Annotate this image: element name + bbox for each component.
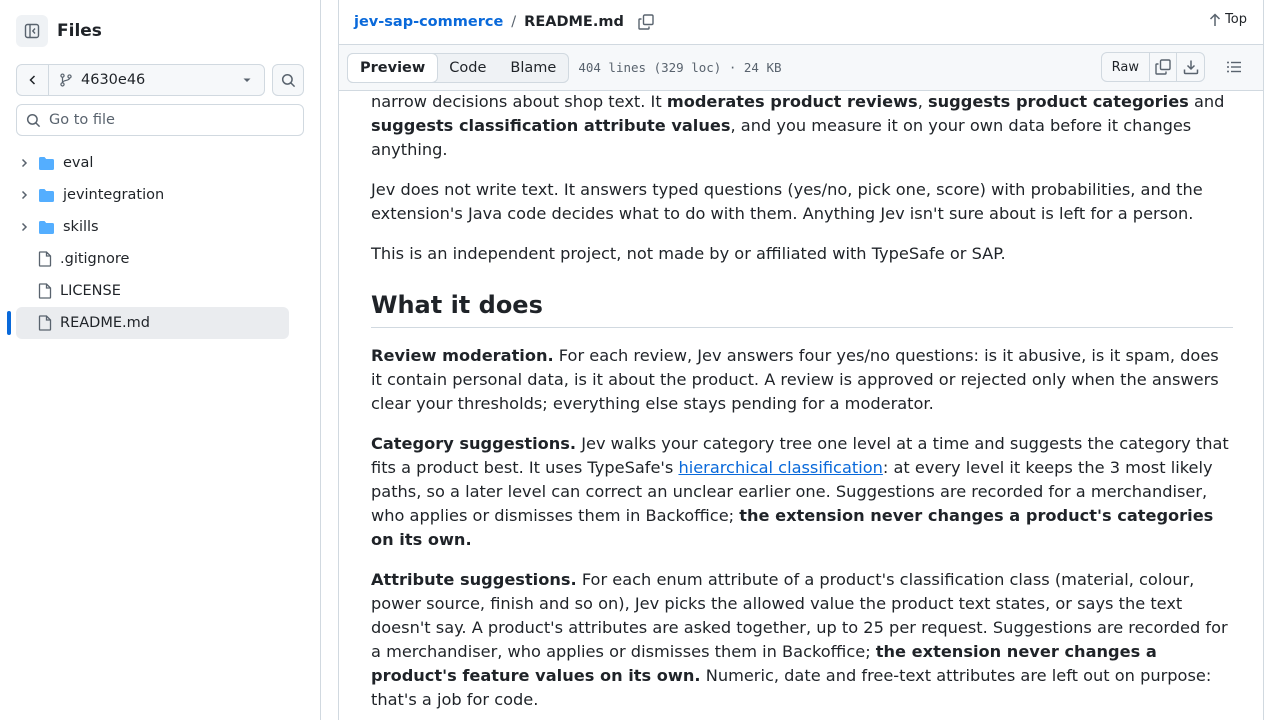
top-label: Top: [1225, 12, 1247, 27]
copy-raw-button[interactable]: [1150, 53, 1177, 81]
folder-icon: [38, 220, 55, 235]
readme-content: [371, 91, 1233, 720]
tree-item-label: .gitignore: [60, 251, 130, 267]
tree-item-skills[interactable]: [16, 211, 289, 243]
sidebar-collapse-icon: [24, 23, 40, 39]
chevron-left-icon: [27, 74, 39, 86]
branch-name: 4630e46: [81, 72, 146, 88]
breadcrumb-repo-link[interactable]: jev-sap-commerce: [354, 14, 504, 30]
tree-item-label: LICENSE: [60, 283, 121, 299]
paragraph: narrow decisions about shop text. It moderates product reviews, suggests product categories and suggests classification attribute values, and you measure it on your own data before it changes anything.: [371, 92, 1225, 159]
file-action-group: [1101, 52, 1205, 82]
file-viewer: [338, 0, 1264, 720]
download-icon: [1183, 59, 1199, 75]
search-button[interactable]: [272, 64, 304, 96]
collapse-sidebar-button[interactable]: [16, 15, 48, 47]
breadcrumb-separator: /: [511, 14, 517, 30]
tab-preview[interactable]: Preview: [347, 53, 438, 83]
download-button[interactable]: [1177, 53, 1204, 81]
hierarchical-classification-link[interactable]: hierarchical classification: [678, 458, 883, 477]
back-to-top-button[interactable]: [1209, 12, 1247, 27]
search-icon: [281, 73, 296, 88]
paragraph-category-suggestions: Category suggestions. Jev walks your category tree one level at a time and suggests the category that fits a product best. It uses TypeSafe's hierarchical classification: at every level it keeps the 3 most likely paths, so a later level can correct an unclear earlier one. Suggestions are recorded for a merchandiser, who applies or dismisses them in Backoffice; the extension never changes a product's categories on its own.: [371, 434, 1229, 549]
selected-indicator: [7, 311, 11, 335]
search-icon: [26, 113, 41, 128]
breadcrumb-file: README.md: [524, 14, 624, 30]
file-icon: [38, 283, 52, 299]
tree-item-label: skills: [63, 219, 99, 235]
paragraph: This is an independent project, not made by or affiliated with TypeSafe or SAP.: [371, 244, 1006, 263]
tree-item-eval[interactable]: [16, 147, 289, 179]
file-tree-sidebar: [0, 0, 321, 720]
tab-blame[interactable]: Blame: [510, 59, 557, 76]
section-heading: What it does: [371, 290, 1233, 328]
tree-item-readme[interactable]: [16, 307, 289, 339]
go-to-file-input[interactable]: [49, 112, 289, 128]
file-tree: [0, 147, 321, 339]
folder-icon: [38, 156, 55, 171]
copy-icon: [1155, 59, 1171, 75]
tree-item-jevintegration[interactable]: [16, 179, 289, 211]
arrow-up-icon: [1209, 13, 1221, 27]
tree-item-label: eval: [63, 155, 94, 171]
branch-selector[interactable]: [49, 65, 264, 95]
go-to-file-field[interactable]: [16, 104, 304, 136]
caret-down-icon: [242, 75, 252, 85]
git-branch-icon: [59, 73, 73, 87]
branch-row: [16, 64, 304, 96]
file-icon: [38, 315, 52, 331]
paragraph-review-moderation: Review moderation. For each review, Jev answers four yes/no questions: is it abusive, is it spam, does it contain personal data, is it about the product. A review is approved or rejected only when the answers clear your thresholds; everything else stays pending for a moderator.: [371, 346, 1219, 413]
branch-group: [16, 64, 265, 96]
sidebar-header: [16, 15, 102, 47]
file-icon: [38, 251, 52, 267]
file-toolbar: [339, 45, 1263, 91]
chevron-right-icon[interactable]: [16, 157, 32, 169]
list-unordered-icon: [1226, 59, 1242, 75]
tab-code[interactable]: Code: [449, 59, 487, 76]
back-button[interactable]: [17, 65, 49, 95]
breadcrumb: [339, 0, 1263, 45]
raw-button[interactable]: Raw: [1102, 53, 1150, 81]
tree-item-label: README.md: [60, 315, 150, 331]
file-actions: [1101, 52, 1249, 82]
tree-item-license[interactable]: [16, 275, 289, 307]
outline-button[interactable]: [1219, 52, 1249, 82]
paragraph-attribute-suggestions: Attribute suggestions. For each enum attribute of a product's classification class (material, colour, power source, finish and so on), Jev picks the allowed value the product text states, or says the text doesn't say. A product's attributes are asked together, up to 25 per request. Suggestions are recorded for a merchandiser, who applies or dismisses them in Backoffice; the extension never changes a product's feature values on its own. Numeric, date and free-text attributes are left out on purpose: that's a job for code.: [371, 570, 1228, 709]
paragraph: Jev does not write text. It answers typed questions (yes/no, pick one, score) with probabilities, and the extension's Java code decides what to do with them. Anything Jev isn't sure about is left for a person.: [371, 180, 1203, 223]
file-meta: 404 lines (329 loc) · 24 KB: [578, 60, 782, 75]
folder-icon: [38, 188, 55, 203]
view-mode-tabs: [347, 53, 569, 83]
tree-item-gitignore[interactable]: [16, 243, 289, 275]
copy-path-button[interactable]: [638, 14, 654, 30]
chevron-right-icon[interactable]: [16, 189, 32, 201]
tree-item-label: jevintegration: [63, 187, 165, 203]
sidebar-title: Files: [57, 21, 102, 41]
copy-icon: [638, 14, 654, 30]
chevron-right-icon[interactable]: [16, 221, 32, 233]
